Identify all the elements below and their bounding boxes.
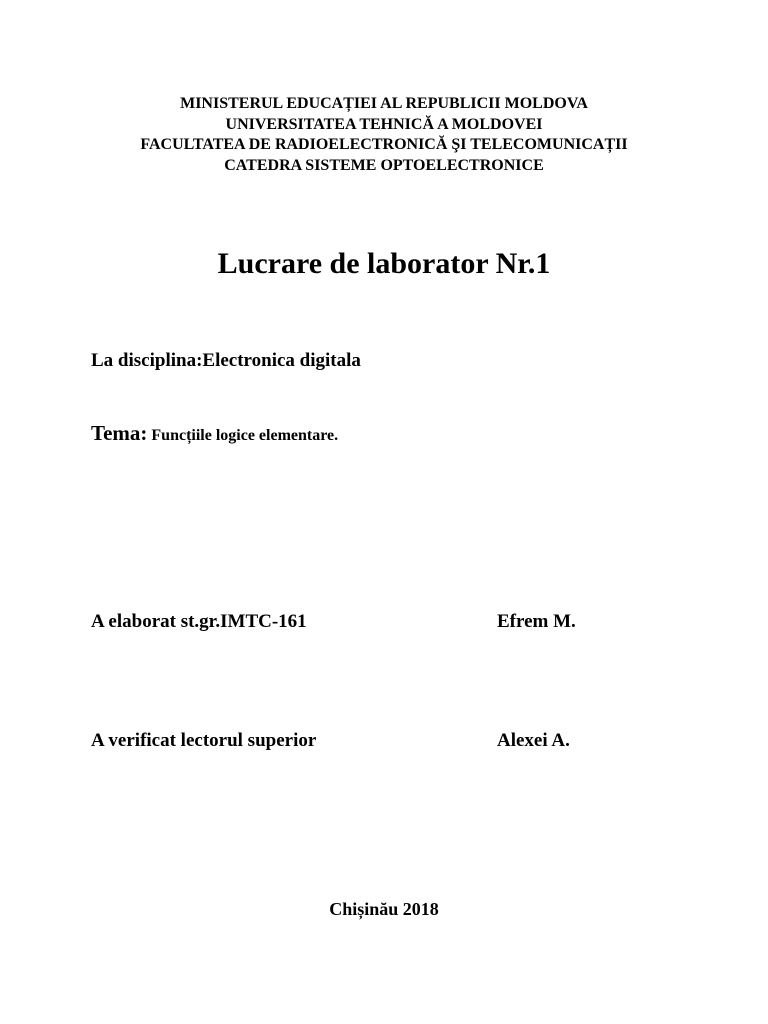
author-name: Efrem M. [497, 611, 576, 632]
author-role: A elaborat st.gr.IMTC-161 [91, 611, 307, 632]
institution-header [0, 94, 768, 176]
topic-text: Funcțiile logice elementare. [147, 427, 339, 444]
topic-line [91, 421, 338, 448]
document-title: Lucrare de laborator Nr.1 [217, 247, 551, 280]
topic-label: Tema: [91, 421, 148, 445]
university-line: UNIVERSITATEA TEHNICĂ A MOLDOVEI [225, 115, 543, 133]
reviewer-name: Alexei A. [497, 730, 570, 751]
place-and-year: Chișinău 2018 [329, 899, 439, 919]
ministry-line: MINISTERUL EDUCAȚIEI AL REPUBLICII MOLDOVA [180, 95, 588, 112]
reviewer-role: A verificat lectorul superior [91, 730, 317, 751]
discipline-line: La disciplina:Electronica digitala [91, 350, 361, 371]
faculty-line: FACULTATEA DE RADIOELECTRONICĂ ŞI TELECOMUNICAȚII [140, 136, 628, 153]
department-line: CATEDRA SISTEME OPTOELECTRONICE [224, 156, 544, 174]
